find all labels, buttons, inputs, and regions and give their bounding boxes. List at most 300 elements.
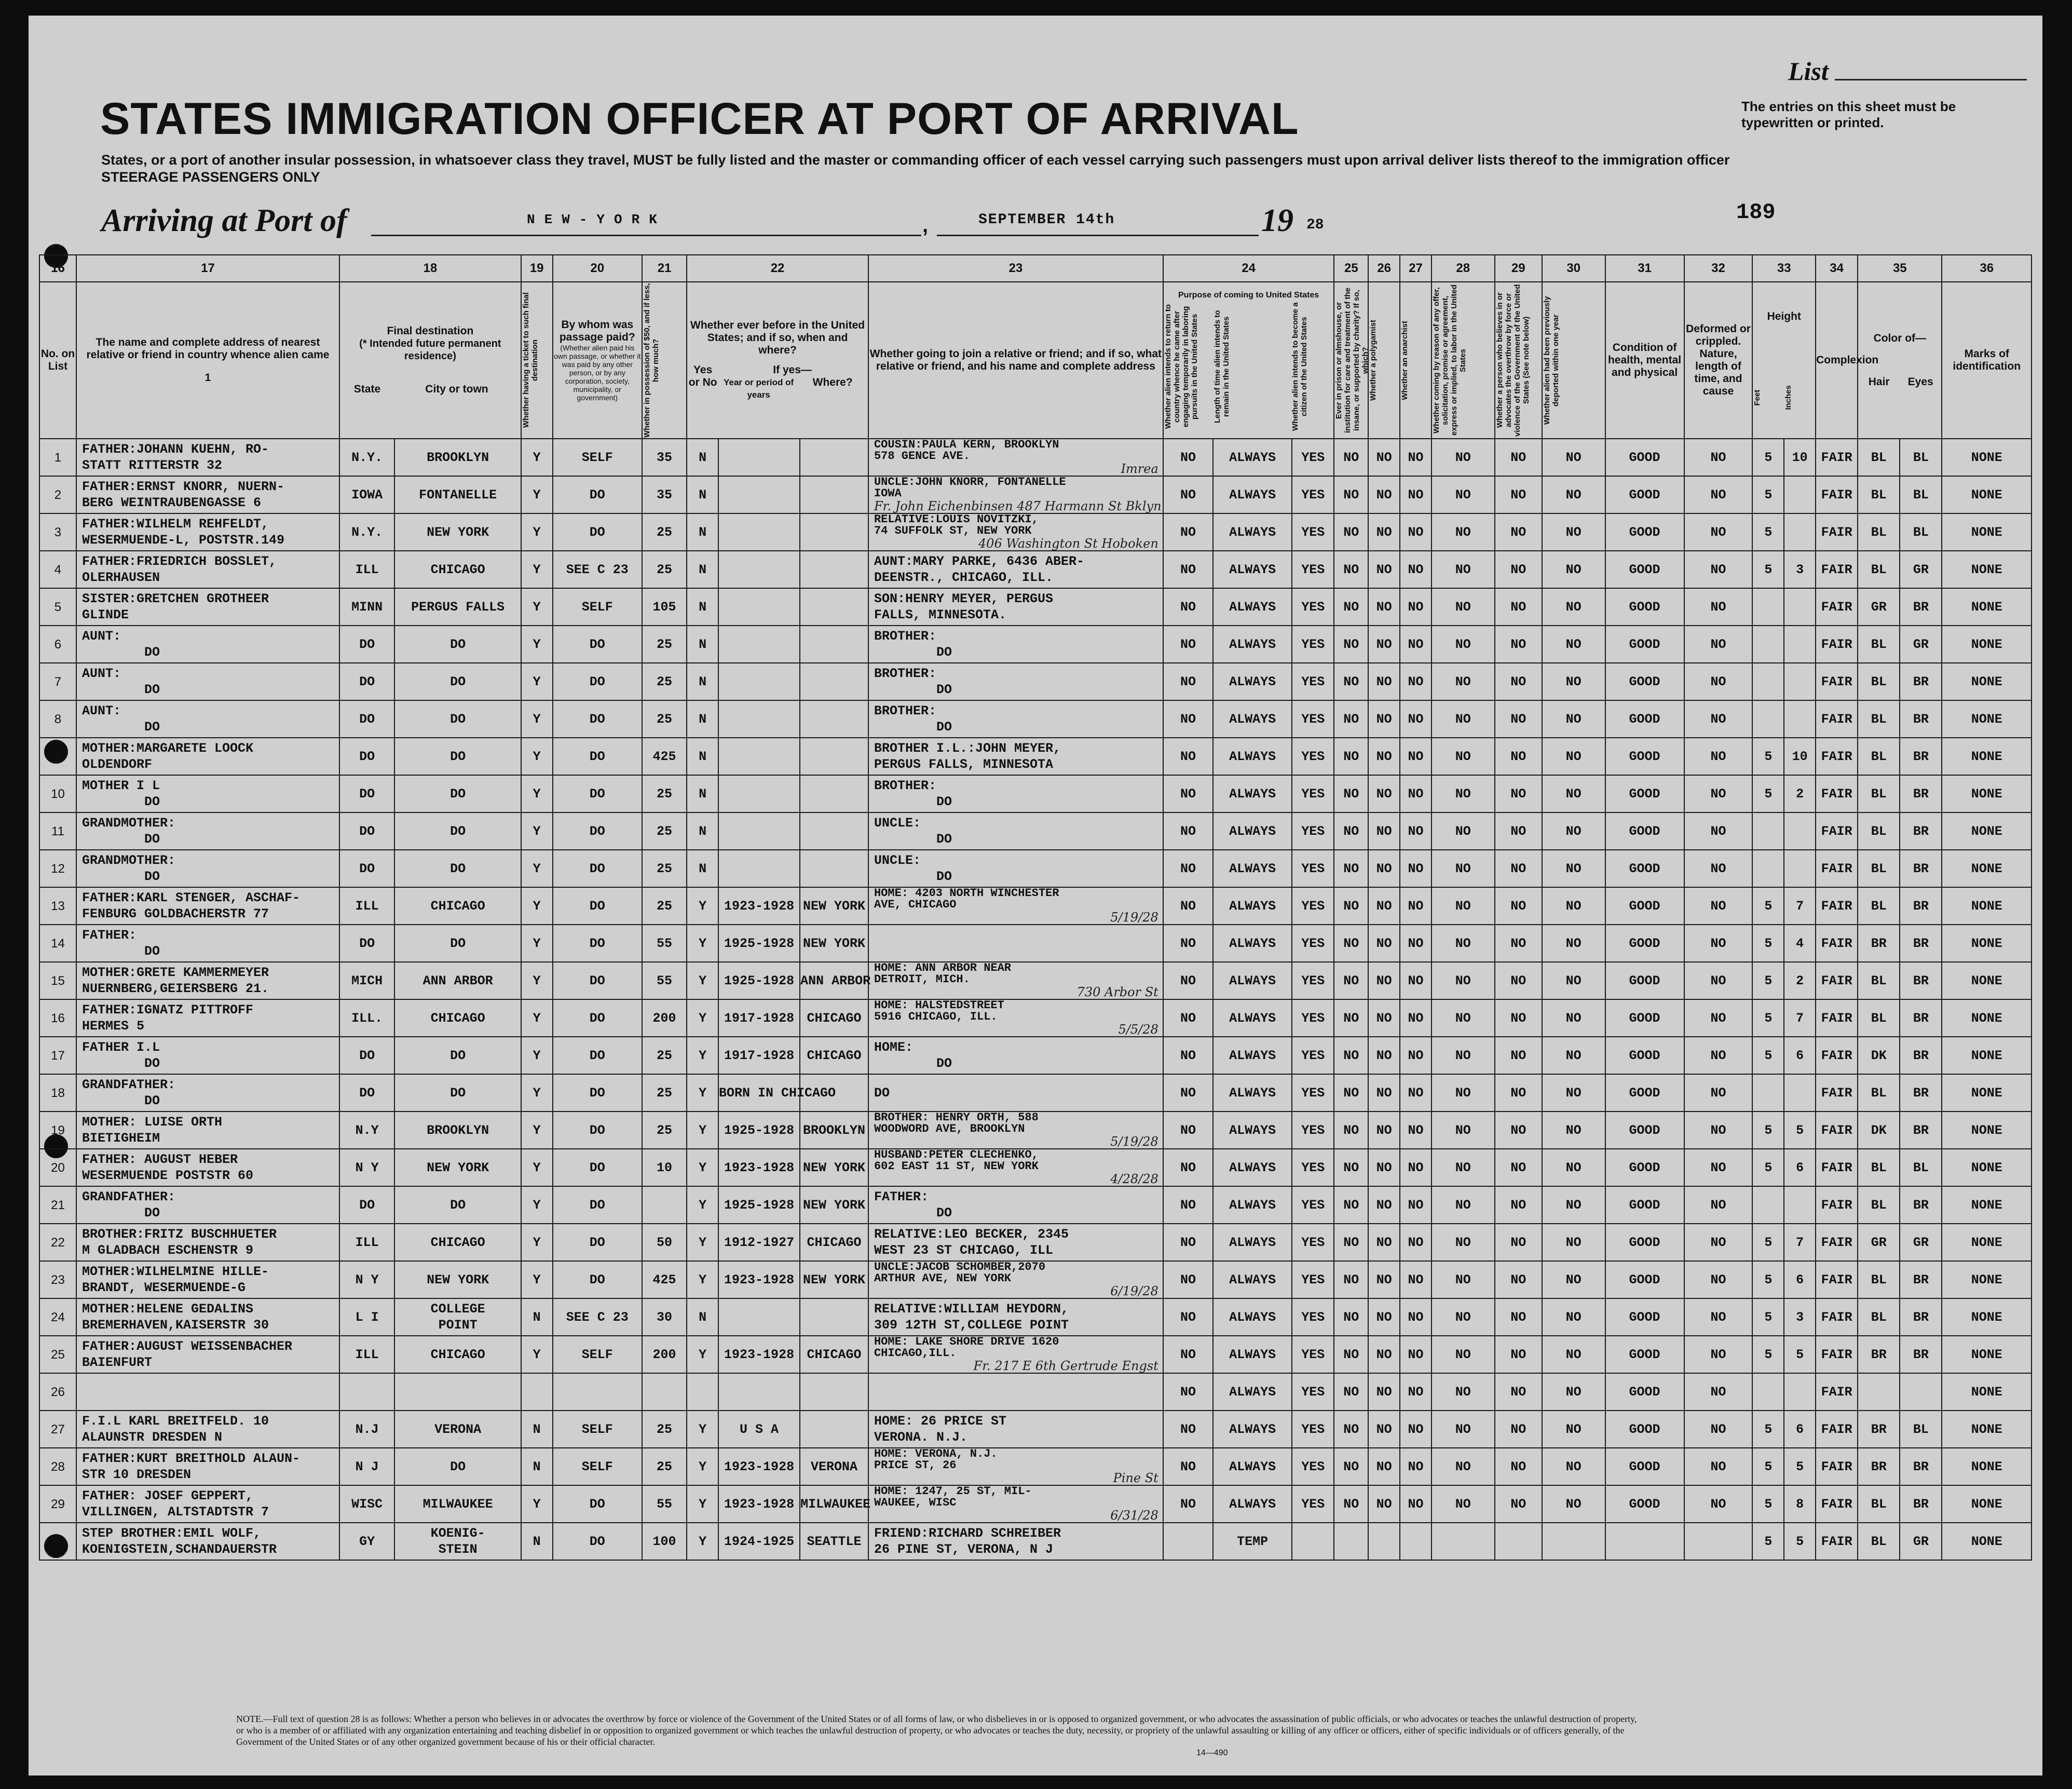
cell-hair: BL [1858, 551, 1900, 588]
header-feet: Feet [1753, 389, 1762, 406]
cell-paid: DO [553, 738, 642, 775]
cell-feet [1752, 1074, 1784, 1112]
cell-ticket: Y [521, 1261, 553, 1298]
table-row [39, 439, 2032, 476]
cell-c25: NO [1334, 1261, 1368, 1298]
cell-state: IOWA [339, 476, 394, 513]
cell-city: DO [394, 663, 521, 700]
cell-paid: DO [553, 887, 642, 925]
cell-money: 35 [642, 439, 687, 476]
cell-feet [1752, 663, 1784, 700]
manifest-table [39, 254, 2032, 1561]
header-relative-abroad-sub: 1 [205, 372, 211, 384]
cell-c26: NO [1368, 887, 1400, 925]
cell-joining: FRIEND:RICHARD SCHREIBER 26 PINE ST, VERONA, N J [868, 1523, 1163, 1560]
cell-where: NEW YORK [800, 887, 868, 925]
cell-c26: NO [1368, 513, 1400, 551]
cell-c25: NO [1334, 1149, 1368, 1186]
cell-p24b: ALWAYS [1213, 738, 1292, 775]
header-polygamist-text: Whether a polygamist [1369, 320, 1378, 401]
cell-joining: UNCLE:JACOB SCHOMBER,2070 ARTHUR AVE, NEW YORK 6/19/28 [868, 1261, 1163, 1298]
cell-relative: FATHER: AUGUST HEBER WESERMUENDE POSTSTR 60 [76, 1149, 339, 1186]
cell-c28: NO [1432, 476, 1495, 513]
cell-hair: BR [1858, 1411, 1900, 1448]
port-value: NEW-YORK [527, 212, 666, 227]
cell-relative: MOTHER: LUISE ORTH BIETIGHEIM [76, 1112, 339, 1149]
cell-p24b: ALWAYS [1213, 1373, 1292, 1411]
header-eyes: Eyes [1907, 376, 1933, 388]
cell-paid: DO [553, 812, 642, 850]
cell-no: 11 [39, 812, 76, 850]
cell-c26: NO [1368, 1149, 1400, 1186]
cell-deformed: NO [1684, 775, 1753, 812]
cell-c27: NO [1400, 1074, 1432, 1112]
cell-joining: BROTHER: DO [868, 700, 1163, 738]
cell-period: 1923-1928 [718, 887, 800, 925]
cell-no: 23 [39, 1261, 76, 1298]
cell-no: 8 [39, 700, 76, 738]
cell-inches: 7 [1784, 999, 1816, 1037]
cell-hair: BL [1858, 738, 1900, 775]
cell-city [394, 1373, 521, 1411]
cell-p24b: ALWAYS [1213, 1448, 1292, 1485]
cell-c30: NO [1542, 1298, 1605, 1336]
cell-inches: 7 [1784, 887, 1816, 925]
cell-p24a: NO [1163, 626, 1213, 663]
cell-deformed: NO [1684, 700, 1753, 738]
cell-p24a: NO [1163, 775, 1213, 812]
cell-deformed: NO [1684, 513, 1753, 551]
cell-health: GOOD [1605, 1149, 1684, 1186]
cell-where: CHICAGO [800, 1224, 868, 1261]
cell-money: 25 [642, 1448, 687, 1485]
cell-before: N [687, 626, 718, 663]
header-q28-text: Whether a person who believes in or advocates the overthrow by force or violence of the Government of the United States (See note below) [1495, 284, 1531, 437]
cell-p24c: YES [1292, 1037, 1334, 1074]
cell-c26 [1368, 1523, 1400, 1560]
cell-before: Y [687, 1186, 718, 1224]
cell-relative: SISTER:GRETCHEN GROTHEER GLINDE [76, 588, 339, 626]
cell-c28: NO [1432, 663, 1495, 700]
cell-paid: DO [553, 1485, 642, 1523]
cell-p24c: YES [1292, 1485, 1334, 1523]
cell-period [718, 700, 800, 738]
table-row [39, 1336, 2032, 1373]
cell-c25: NO [1334, 962, 1368, 999]
cell-state: MICH [339, 962, 394, 999]
cell-c27: NO [1400, 1224, 1432, 1261]
cell-before: Y [687, 1261, 718, 1298]
cell-period [718, 663, 800, 700]
cell-no: 6 [39, 626, 76, 663]
cell-p24c: YES [1292, 513, 1334, 551]
cell-deformed: NO [1684, 887, 1753, 925]
cell-p24a: NO [1163, 1298, 1213, 1336]
cell-ticket: Y [521, 700, 553, 738]
cell-hair: BL [1858, 663, 1900, 700]
cell-c27 [1400, 1523, 1432, 1560]
header-passage-note: (Whether alien paid his own passage, or whether it was paid by any other person, or by any corporation, society, municipality, or government) [554, 344, 641, 402]
cell-hair: BL [1858, 999, 1900, 1037]
cell-c27: NO [1400, 1373, 1432, 1411]
cell-complexion: FAIR [1816, 850, 1858, 887]
table-row [39, 1224, 2032, 1261]
cell-before: N [687, 551, 718, 588]
cell-c27: NO [1400, 700, 1432, 738]
cell-period: 1923-1928 [718, 1448, 800, 1485]
cell-relative: GRANDMOTHER: DO [76, 812, 339, 850]
cell-paid: SELF [553, 1448, 642, 1485]
cell-p24c: YES [1292, 1261, 1334, 1298]
cell-health: GOOD [1605, 1373, 1684, 1411]
cell-city: CHICAGO [394, 999, 521, 1037]
cell-p24a: NO [1163, 962, 1213, 999]
cell-c30: NO [1542, 1149, 1605, 1186]
cell-joining: HOME: 26 PRICE ST VERONA. N.J. [868, 1411, 1163, 1448]
cell-deformed: NO [1684, 1448, 1753, 1485]
cell-marks: NONE [1942, 476, 2032, 513]
cell-paid: DO [553, 1186, 642, 1224]
cell-where [800, 513, 868, 551]
cell-c26: NO [1368, 439, 1400, 476]
cell-deformed: NO [1684, 1373, 1753, 1411]
cell-c26: NO [1368, 999, 1400, 1037]
cell-c29: NO [1495, 1224, 1542, 1261]
cell-relative: FATHER I.L DO [76, 1037, 339, 1074]
header-where: Where? [812, 376, 853, 388]
cell-complexion: FAIR [1816, 1523, 1858, 1560]
cell-c29: NO [1495, 700, 1542, 738]
col-number: 17 [76, 255, 339, 282]
cell-where: NEW YORK [800, 1186, 868, 1224]
cell-deformed: NO [1684, 1186, 1753, 1224]
cell-eyes: BR [1900, 775, 1942, 812]
cell-no: 12 [39, 850, 76, 887]
cell-eyes: BL [1900, 1149, 1942, 1186]
header-anarchist-text: Whether an anarchist [1400, 320, 1410, 400]
header-inches: Inches [1784, 385, 1793, 410]
cell-c28: NO [1432, 551, 1495, 588]
cell-p24b: ALWAYS [1213, 1298, 1292, 1336]
cell-c28: NO [1432, 1112, 1495, 1149]
cell-before: N [687, 1298, 718, 1336]
cell-eyes: BL [1900, 513, 1942, 551]
table-row [39, 1186, 2032, 1224]
cell-complexion: FAIR [1816, 1411, 1858, 1448]
cell-ticket: Y [521, 551, 553, 588]
cell-relative: F.I.L KARL BREITFELD. 10 ALAUNSTR DRESDEN N [76, 1411, 339, 1448]
cell-p24c: YES [1292, 850, 1334, 887]
cell-ticket: Y [521, 1112, 553, 1149]
table-row [39, 1074, 2032, 1112]
header-contract-text: Whether coming by reason of any offer, solicitation, promise or agreement, express or implied, to labor in the United States [1432, 284, 1467, 436]
cell-no: 25 [39, 1336, 76, 1373]
cell-c25: NO [1334, 812, 1368, 850]
cell-health: GOOD [1605, 1336, 1684, 1373]
list-number-line [1835, 79, 2027, 80]
cell-marks: NONE [1942, 1261, 2032, 1298]
cell-ticket: Y [521, 1336, 553, 1373]
cell-joining: HOME: VERONA, N.J. PRICE ST, 26 Pine St [868, 1448, 1163, 1485]
cell-hair [1858, 1373, 1900, 1411]
cell-complexion: FAIR [1816, 663, 1858, 700]
cell-city: COLLEGE POINT [394, 1298, 521, 1336]
header-period: Year or period of years [724, 377, 794, 400]
cell-no: 14 [39, 925, 76, 962]
cell-joining [868, 1373, 1163, 1411]
cell-relative: MOTHER I L DO [76, 775, 339, 812]
cell-money: 25 [642, 513, 687, 551]
cell-no: 3 [39, 513, 76, 551]
handwritten-annotation: Fr. 217 E 6th Gertrude Engst [973, 1359, 1158, 1373]
cell-c28: NO [1432, 439, 1495, 476]
cell-c25: NO [1334, 775, 1368, 812]
manifest-sheet [29, 16, 2042, 1776]
cell-c27: NO [1400, 1149, 1432, 1186]
cell-relative: MOTHER:WILHELMINE HILLE- BRANDT, WESERMUENDE-G [76, 1261, 339, 1298]
col-number: 27 [1400, 255, 1432, 282]
handwritten-annotation: 6/19/28 [1110, 1284, 1158, 1298]
cell-c28: NO [1432, 588, 1495, 626]
cell-money: 55 [642, 962, 687, 999]
cell-marks: NONE [1942, 1448, 2032, 1485]
cell-p24b: ALWAYS [1213, 1186, 1292, 1224]
col-number: 26 [1368, 255, 1400, 282]
column-header-row [39, 282, 2032, 439]
cell-p24b: ALWAYS [1213, 812, 1292, 850]
cell-period: BORN IN CHICAGO [718, 1074, 800, 1112]
cell-money: 35 [642, 476, 687, 513]
col-number: 23 [868, 255, 1163, 282]
cell-deformed: NO [1684, 476, 1753, 513]
cell-no: 10 [39, 775, 76, 812]
cell-inches: 2 [1784, 775, 1816, 812]
cell-p24c: YES [1292, 663, 1334, 700]
cell-eyes: BR [1900, 1112, 1942, 1149]
header-polygamist [1368, 282, 1400, 439]
cell-deformed: NO [1684, 1298, 1753, 1336]
cell-c25: NO [1334, 1373, 1368, 1411]
cell-c29: NO [1495, 1149, 1542, 1186]
cell-c25: NO [1334, 1336, 1368, 1373]
cell-money [642, 1373, 687, 1411]
cell-paid: DO [553, 850, 642, 887]
cell-before: Y [687, 1523, 718, 1560]
cell-c30: NO [1542, 663, 1605, 700]
cell-eyes: BL [1900, 1411, 1942, 1448]
cell-eyes: BR [1900, 1448, 1942, 1485]
cell-p24a: NO [1163, 476, 1213, 513]
cell-marks: NONE [1942, 551, 2032, 588]
cell-p24c: YES [1292, 439, 1334, 476]
cell-deformed: NO [1684, 1224, 1753, 1261]
cell-state: DO [339, 738, 394, 775]
cell-period: 1923-1928 [718, 1485, 800, 1523]
cell-c29: NO [1495, 738, 1542, 775]
cell-c25: NO [1334, 476, 1368, 513]
cell-c28: NO [1432, 626, 1495, 663]
cell-hair: GR [1858, 1224, 1900, 1261]
cell-no: 20 [39, 1149, 76, 1186]
cell-c30: NO [1542, 1186, 1605, 1224]
cell-c27: NO [1400, 738, 1432, 775]
cell-where [800, 700, 868, 738]
header-relative-abroad-text: The name and complete address of nearest relative or friend in country whence alien came [86, 336, 330, 361]
cell-period [718, 1298, 800, 1336]
cell-p24b: ALWAYS [1213, 476, 1292, 513]
cell-c28: NO [1432, 887, 1495, 925]
cell-p24a: NO [1163, 1074, 1213, 1112]
cell-complexion: FAIR [1816, 1112, 1858, 1149]
cell-paid: SELF [553, 1336, 642, 1373]
cell-paid: DO [553, 925, 642, 962]
cell-eyes: BL [1900, 476, 1942, 513]
cell-eyes: BR [1900, 700, 1942, 738]
cell-health: GOOD [1605, 1261, 1684, 1298]
cell-eyes: BR [1900, 588, 1942, 626]
cell-money: 105 [642, 588, 687, 626]
cell-c29: NO [1495, 1448, 1542, 1485]
cell-paid: DO [553, 1523, 642, 1560]
cell-relative: AUNT: DO [76, 700, 339, 738]
col-number: 30 [1542, 255, 1605, 282]
cell-where [800, 850, 868, 887]
cell-relative: MOTHER:MARGARETE LOOCK OLDENDORF [76, 738, 339, 775]
table-row [39, 588, 2032, 626]
cell-complexion: FAIR [1816, 626, 1858, 663]
cell-c28: NO [1432, 1485, 1495, 1523]
cell-eyes [1900, 1373, 1942, 1411]
cell-health: GOOD [1605, 738, 1684, 775]
col-number: 20 [553, 255, 642, 282]
cell-feet [1752, 850, 1784, 887]
cell-deformed [1684, 1523, 1753, 1560]
cell-joining: HOME: LAKE SHORE DRIVE 1620 CHICAGO,ILL. Fr. 217 E 6th Gertrude Engst [868, 1336, 1163, 1373]
cell-health: GOOD [1605, 513, 1684, 551]
cell-relative: FATHER:KARL STENGER, ASCHAF- FENBURG GOLDBACHERSTR 77 [76, 887, 339, 925]
cell-p24a: NO [1163, 887, 1213, 925]
cell-ticket: Y [521, 1074, 553, 1112]
cell-marks: NONE [1942, 1037, 2032, 1074]
table-row [39, 1149, 2032, 1186]
cell-c26: NO [1368, 626, 1400, 663]
cell-complexion: FAIR [1816, 1186, 1858, 1224]
cell-c25: NO [1334, 1298, 1368, 1336]
col-number: 36 [1942, 255, 2032, 282]
cell-where [800, 663, 868, 700]
cell-p24a: NO [1163, 1149, 1213, 1186]
cell-p24c: YES [1292, 551, 1334, 588]
cell-money: 200 [642, 1336, 687, 1373]
table-row [39, 1261, 2032, 1298]
cell-period: 1925-1928 [718, 925, 800, 962]
cell-c29: NO [1495, 439, 1542, 476]
cell-joining: UNCLE: DO [868, 812, 1163, 850]
table-row [39, 1485, 2032, 1523]
cell-inches [1784, 588, 1816, 626]
cell-health: GOOD [1605, 588, 1684, 626]
cell-p24b: ALWAYS [1213, 887, 1292, 925]
cell-city: DO [394, 1074, 521, 1112]
col-number: 21 [642, 255, 687, 282]
cell-complexion: FAIR [1816, 925, 1858, 962]
cell-inches: 5 [1784, 1523, 1816, 1560]
cell-c29: NO [1495, 513, 1542, 551]
cell-relative: FATHER:JOHANN KUEHN, RO- STATT RITTERSTR 32 [76, 439, 339, 476]
cell-p24a: NO [1163, 999, 1213, 1037]
cell-ticket: Y [521, 626, 553, 663]
cell-eyes: BR [1900, 663, 1942, 700]
cell-c28: NO [1432, 1373, 1495, 1411]
cell-c30: NO [1542, 1373, 1605, 1411]
cell-health [1605, 1523, 1684, 1560]
cell-ticket [521, 1373, 553, 1411]
cell-period: 1917-1928 [718, 999, 800, 1037]
cell-c30: NO [1542, 1336, 1605, 1373]
cell-money: 30 [642, 1298, 687, 1336]
cell-state [339, 1373, 394, 1411]
cell-complexion: FAIR [1816, 738, 1858, 775]
cell-c26: NO [1368, 925, 1400, 962]
cell-state: N J [339, 1448, 394, 1485]
cell-no: 28 [39, 1448, 76, 1485]
cell-ticket: Y [521, 1037, 553, 1074]
cell-c29: NO [1495, 1336, 1542, 1373]
cell-health: GOOD [1605, 626, 1684, 663]
cell-hair: DK [1858, 1112, 1900, 1149]
cell-state: N.Y [339, 1112, 394, 1149]
cell-c25: NO [1334, 925, 1368, 962]
cell-no: 22 [39, 1224, 76, 1261]
cell-c27: NO [1400, 1485, 1432, 1523]
table-row [39, 626, 2032, 663]
cell-p24b: ALWAYS [1213, 439, 1292, 476]
cell-state: N Y [339, 1261, 394, 1298]
column-number-row [39, 255, 2032, 282]
cell-city: DO [394, 700, 521, 738]
cell-p24c: YES [1292, 1336, 1334, 1373]
header-ticket [521, 282, 553, 439]
cell-period [718, 850, 800, 887]
cell-c28: NO [1432, 1037, 1495, 1074]
cell-p24a: NO [1163, 925, 1213, 962]
cell-complexion: FAIR [1816, 812, 1858, 850]
cell-where: VERONA [800, 1448, 868, 1485]
cell-where [800, 551, 868, 588]
cell-c25: NO [1334, 663, 1368, 700]
cell-before: Y [687, 1336, 718, 1373]
cell-p24b: ALWAYS [1213, 962, 1292, 999]
cell-health: GOOD [1605, 551, 1684, 588]
cell-city: DO [394, 626, 521, 663]
cell-state: N.Y. [339, 439, 394, 476]
steerage-label: STEERAGE PASSENGERS ONLY [101, 169, 320, 185]
table-row [39, 663, 2032, 700]
header-city: City or town [425, 383, 488, 395]
cell-eyes: GR [1900, 626, 1942, 663]
year-suffix: 28 [1306, 217, 1324, 233]
cell-hair: BL [1858, 513, 1900, 551]
cell-p24b: ALWAYS [1213, 925, 1292, 962]
cell-period: 1925-1928 [718, 1186, 800, 1224]
cell-c27: NO [1400, 812, 1432, 850]
cell-relative: FATHER:IGNATZ PITTROFF HERMES 5 [76, 999, 339, 1037]
cell-deformed: NO [1684, 850, 1753, 887]
cell-p24c: YES [1292, 1298, 1334, 1336]
cell-complexion: FAIR [1816, 439, 1858, 476]
cell-inches: 4 [1784, 925, 1816, 962]
cell-relative: FATHER:WILHELM REHFELDT, WESERMUENDE-L, POSTSTR.149 [76, 513, 339, 551]
